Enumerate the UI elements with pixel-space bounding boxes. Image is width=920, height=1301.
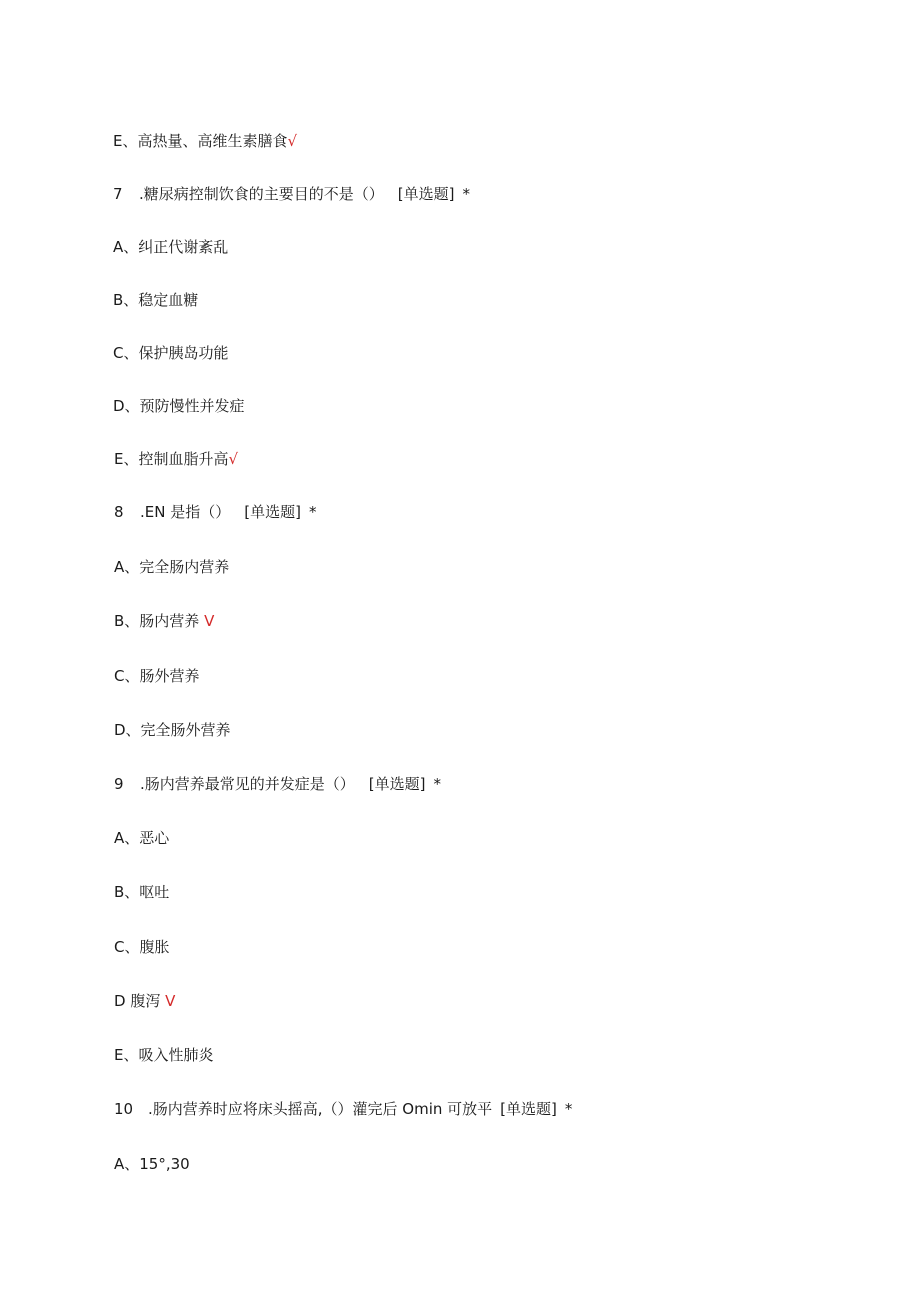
option-e-q9 [114, 1045, 213, 1065]
option-c-q8 [114, 666, 199, 686]
question-number: 8 [114, 503, 124, 521]
question-number: 10 [114, 1100, 134, 1118]
option-text: A、15°,30 [114, 1155, 190, 1173]
option-e-q7 [114, 449, 238, 469]
option-c-q9 [114, 937, 169, 957]
option-text: A、恶心 [114, 829, 170, 847]
option-text: D、预防慢性并发症 [113, 397, 245, 415]
correct-mark: √ [287, 132, 298, 150]
option-a-q9 [114, 828, 169, 848]
option-b-q7 [113, 290, 198, 310]
option-text: B、稳定血糖 [113, 291, 199, 309]
option-d-q8 [114, 720, 231, 740]
correct-mark: √ [228, 450, 239, 468]
option-text: A、纠正代谢紊乱 [113, 238, 229, 256]
required-star: * [433, 775, 441, 793]
option-text: D、完全肠外营养 [114, 721, 231, 739]
question-text: .糖尿病控制饮食的主要目的不是（） [139, 185, 384, 203]
option-text: C、保护胰岛功能 [113, 344, 229, 362]
option-d-q9 [114, 991, 175, 1011]
question-type-tag: [单选题] [368, 775, 426, 793]
option-b-q9 [114, 882, 169, 902]
option-e-q6 [113, 131, 297, 151]
option-text: C、腹胀 [114, 938, 170, 956]
option-text: B、肠内营养 [114, 612, 200, 630]
option-text: A、完全肠内营养 [114, 558, 230, 576]
question-number: 7 [113, 185, 123, 203]
question-9 [114, 774, 441, 794]
option-c-q7 [113, 343, 228, 363]
question-type-tag: [单选题] [397, 185, 455, 203]
question-text: .肠内营养时应将床头摇高,（）灌完后 Omin 可放平 [148, 1100, 493, 1118]
option-text: D 腹泻 [114, 992, 161, 1010]
question-text: .EN 是指（） [140, 503, 231, 521]
option-a-q7 [113, 237, 228, 257]
question-8 [114, 502, 316, 522]
option-b-q8 [114, 611, 214, 631]
option-text: E、吸入性肺炎 [114, 1046, 214, 1064]
question-7 [113, 184, 470, 204]
option-text: B、呕吐 [114, 883, 170, 901]
option-text: C、肠外营养 [114, 667, 200, 685]
question-type-tag: [单选题] [244, 503, 301, 521]
question-text: .肠内营养最常见的并发症是（） [140, 775, 355, 793]
correct-mark: V [160, 992, 176, 1010]
question-10 [114, 1099, 572, 1119]
option-a-q8 [114, 557, 229, 577]
required-star: * [308, 503, 317, 521]
required-star: * [564, 1100, 573, 1118]
option-d-q7 [113, 396, 245, 416]
option-a-q10 [114, 1154, 190, 1174]
option-text: E、控制血脂升高 [114, 450, 229, 468]
required-star: * [462, 185, 470, 203]
question-type-tag: [单选题] [500, 1100, 557, 1118]
option-text: E、高热量、高维生素膳食 [113, 132, 288, 150]
question-number: 9 [114, 775, 124, 793]
correct-mark: V [199, 612, 215, 630]
